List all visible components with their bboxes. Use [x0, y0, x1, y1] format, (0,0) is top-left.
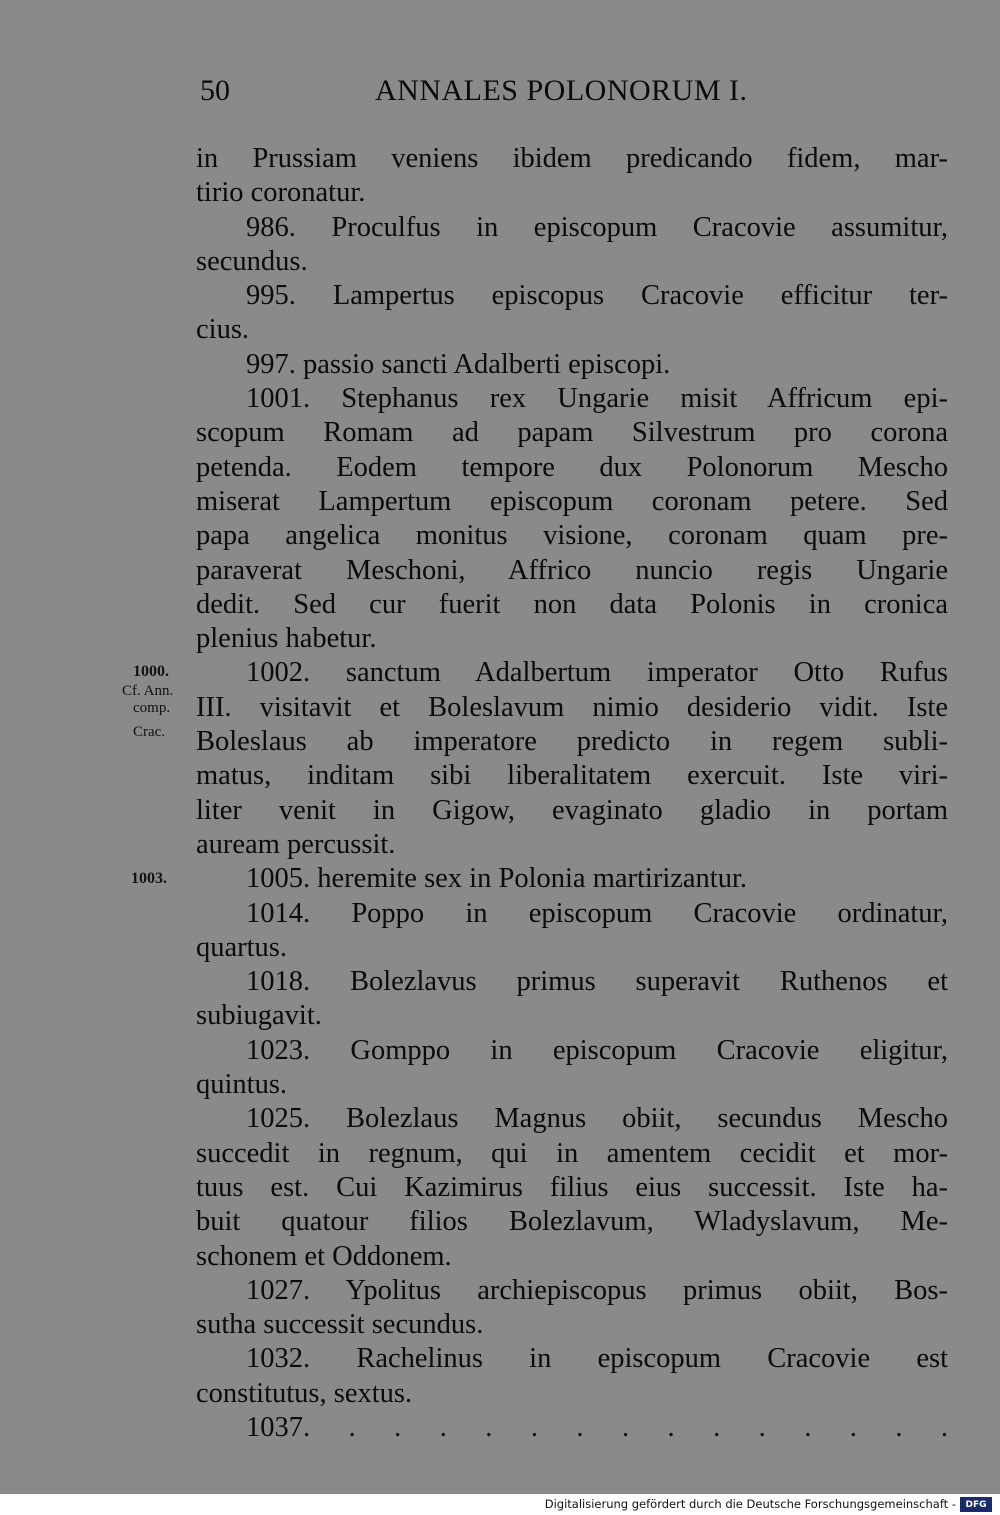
page-number: 50 [200, 74, 230, 107]
text-line: 995. Lampertus episcopus Cracovie efficitur ter- [246, 280, 948, 312]
margin-note-reference: comp. [133, 700, 171, 716]
text-line: petenda. Eodem tempore dux Polonorum Mescho [196, 451, 948, 483]
text-line: 1037. . . . . . . . . . . . . . . [246, 1411, 948, 1443]
text-line: 1014. Poppo in episcopum Cracovie ordinatur, [246, 897, 948, 929]
text-line: buit quatour filios Bolezlavum, Wladyslavum, Me- [196, 1206, 948, 1238]
text-line: 1025. Bolezlaus Magnus obiit, secundus Mescho [246, 1103, 948, 1135]
text-line: quartus. [196, 931, 288, 963]
margin-note-year: 1000. [133, 663, 169, 680]
page-header [0, 74, 1000, 114]
text-line: miserat Lampertum episcopum coronam petere. Sed [196, 485, 948, 517]
text-line: auream percussit. [196, 828, 396, 860]
dfg-logo: DFG [960, 1497, 992, 1512]
text-line: dedit. Sed cur fuerit non data Polonis in cronica [196, 588, 948, 620]
text-line: III. visitavit et Boleslavum nimio desiderio vidit. Iste [196, 691, 948, 723]
text-line: subiugavit. [196, 1000, 322, 1032]
margin-note-reference: Cf. Ann. [122, 683, 174, 699]
funding-credit: Digitalisierung gefördert durch die Deutsche Forschungsgemeinschaft - [544, 1497, 956, 1511]
text-line: schonem et Oddonem. [196, 1240, 452, 1272]
text-line: tirio coronatur. [196, 177, 366, 209]
text-line: 986. Proculfus in episcopum Cracovie assumitur, [246, 211, 948, 243]
margin-note-reference: Crac. [133, 724, 166, 740]
text-line: scopum Romam ad papam Silvestrum pro corona [196, 417, 948, 449]
body-text [196, 142, 948, 1445]
footer [0, 1494, 1000, 1515]
text-line: liter venit in Gigow, evaginato gladio in portam [196, 794, 948, 826]
text-line: tuus est. Cui Kazimirus filius eius successit. Iste ha- [196, 1171, 948, 1203]
text-line: plenius habetur. [196, 623, 377, 655]
text-line: paraverat Meschoni, Affrico nuncio regis Ungarie [196, 554, 948, 586]
text-line: constitutus, sextus. [196, 1377, 413, 1409]
running-title: ANNALES POLONORUM I. [375, 74, 748, 107]
text-line: papa angelica monitus visione, coronam quam pre- [196, 520, 948, 552]
text-line: 1002. sanctum Adalbertum imperator Otto Rufus [246, 657, 948, 689]
text-line: sutha successit secundus. [196, 1309, 484, 1341]
text-line: 1018. Bolezlavus primus superavit Ruthenos et [246, 966, 948, 998]
text-line: 1001. Stephanus rex Ungarie misit Affricum epi- [246, 383, 948, 415]
text-line: 1005. heremite sex in Polonia martirizantur. [246, 863, 748, 895]
text-line: Boleslaus ab imperatore predicto in regem subli- [196, 726, 948, 758]
text-line: 1032. Rachelinus in episcopum Cracovie est [246, 1343, 948, 1375]
text-line: 1023. Gomppo in episcopum Cracovie eligitur, [246, 1034, 948, 1066]
text-line: in Prussiam veniens ibidem predicando fidem, mar- [196, 143, 948, 174]
text-line: matus, inditam sibi liberalitatem exercuit. Iste viri- [196, 760, 948, 792]
text-line: secundus. [196, 245, 308, 277]
text-line: quintus. [196, 1069, 288, 1101]
text-line: succedit in regnum, qui in amentem cecidit et mor- [196, 1137, 948, 1169]
text-line: cius. [196, 314, 250, 346]
text-line: 1027. Ypolitus archiepiscopus primus obiit, Bos- [246, 1274, 948, 1306]
text-line: 997. passio sancti Adalberti episcopi. [246, 348, 671, 380]
margin-note-year: 1003. [131, 870, 167, 887]
